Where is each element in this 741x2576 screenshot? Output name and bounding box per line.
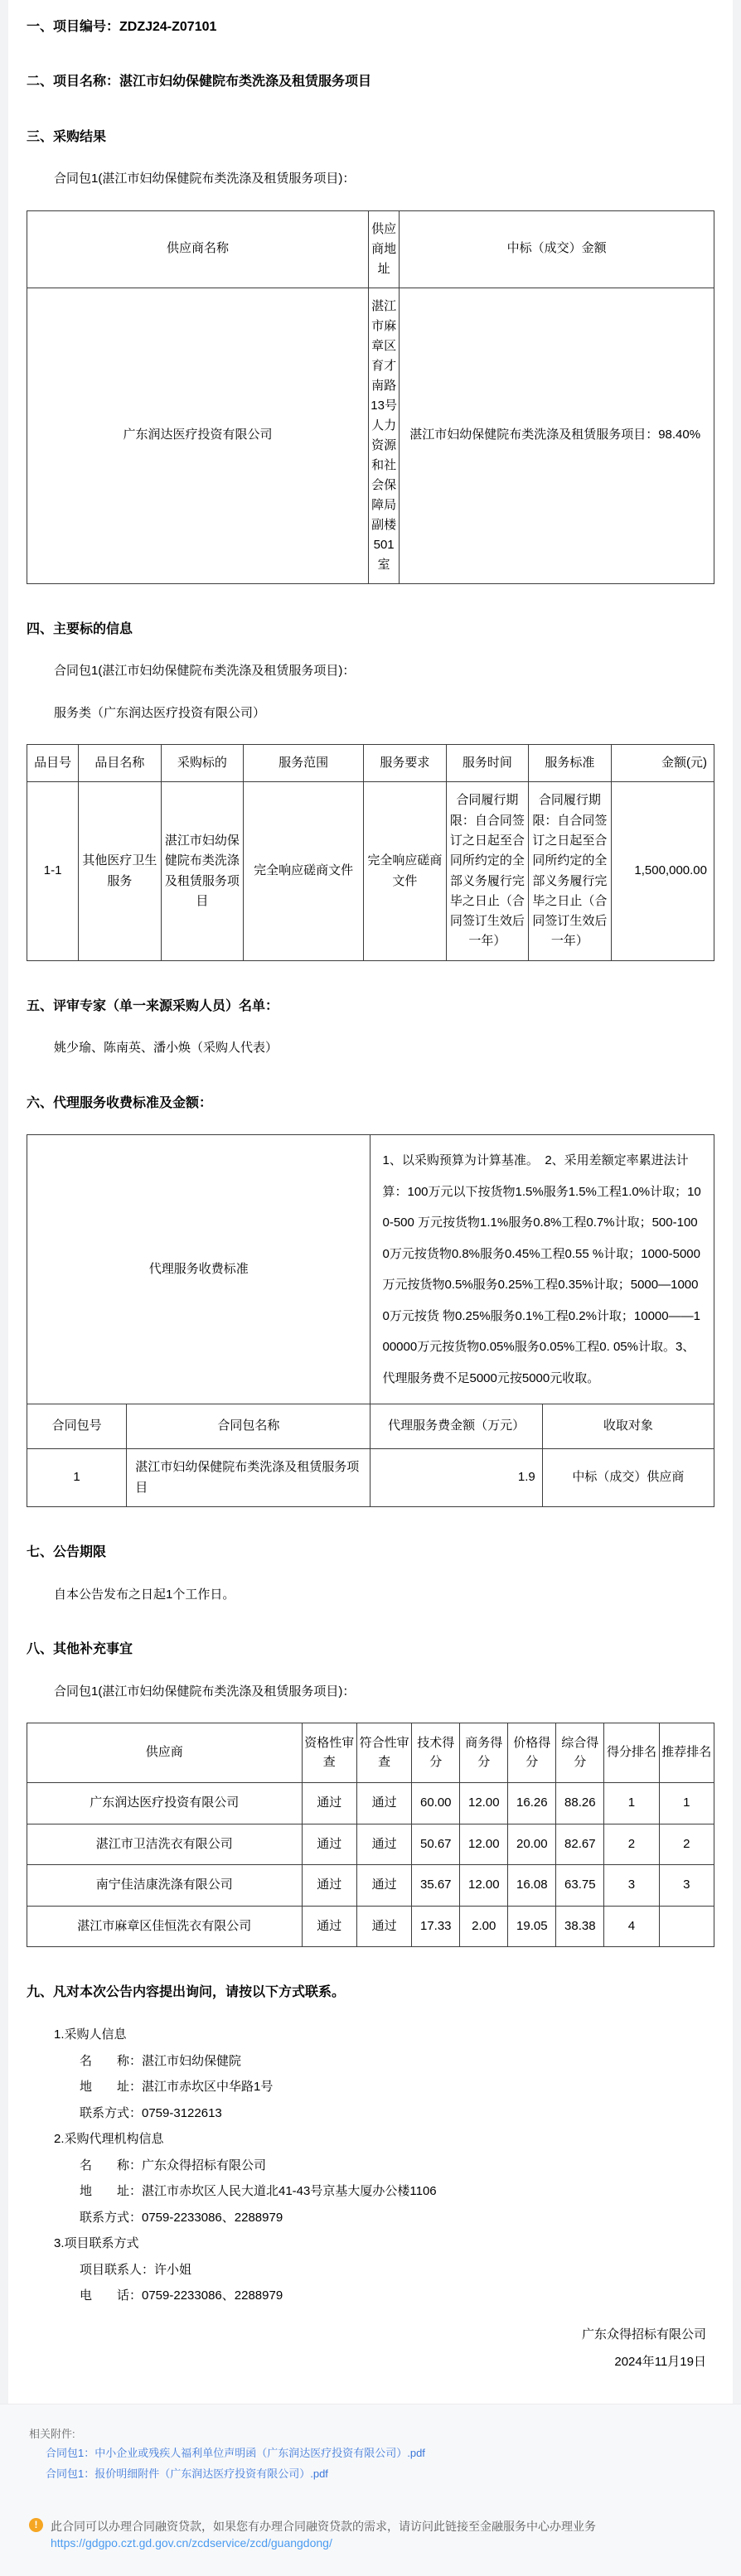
table-row bbox=[27, 1723, 714, 1783]
service-scope-header: 服务范围 bbox=[244, 745, 364, 782]
main-subject-table bbox=[27, 744, 714, 961]
score-rank-cell: 3 bbox=[604, 1865, 659, 1907]
agency-address: 地 址：湛江市赤坎区人民大道北41-43号京基大厦办公楼1106 bbox=[80, 2184, 437, 2199]
supplier-name-cell: 广东润达医疗投资有限公司 bbox=[27, 288, 369, 583]
finance-notice-body bbox=[51, 2517, 596, 2550]
total-score-header: 综合得分 bbox=[556, 1723, 604, 1783]
table-row bbox=[27, 1448, 714, 1507]
fee-payer-header: 收取对象 bbox=[542, 1404, 714, 1449]
purchaser-info-heading: 1.采购人信息 bbox=[54, 2027, 127, 2042]
service-require-header: 服务要求 bbox=[364, 745, 446, 782]
supplier-cell: 南宁佳洁康洗涤有限公司 bbox=[27, 1865, 303, 1907]
table-row bbox=[27, 1404, 714, 1449]
table-row bbox=[27, 1824, 714, 1865]
technical-score-cell: 60.00 bbox=[412, 1783, 460, 1824]
service-standard-cell: 合同履行期限：自合同签订之日起至合同所约定的全部义务履行完毕之日止（合同签订生效后一年） bbox=[529, 782, 611, 960]
subject-header: 采购标的 bbox=[161, 745, 243, 782]
recommend-rank-cell: 3 bbox=[659, 1865, 714, 1907]
amount-header: 金额(元) bbox=[611, 745, 714, 782]
qualification-cell: 通过 bbox=[302, 1906, 356, 1947]
project-contact-phone: 电 话：0759-2233086、2288979 bbox=[80, 2288, 283, 2303]
qualification-cell: 通过 bbox=[302, 1783, 356, 1824]
business-score-cell: 12.00 bbox=[460, 1783, 508, 1824]
supplement-package-label: 合同包1(湛江市妇幼保健院布类洗涤及租赁服务项目)： bbox=[54, 1684, 356, 1699]
business-score-header: 商务得分 bbox=[460, 1723, 508, 1783]
recommend-rank-cell: 2 bbox=[659, 1824, 714, 1865]
total-score-cell: 63.75 bbox=[556, 1865, 604, 1907]
subject-category-label: 服务类（广东润达医疗投资有限公司） bbox=[54, 705, 266, 720]
result-package-label: 合同包1(湛江市妇幼保健院布类洗涤及租赁服务项目)： bbox=[54, 172, 356, 186]
conformity-cell: 通过 bbox=[356, 1865, 411, 1907]
total-score-cell: 82.67 bbox=[556, 1824, 604, 1865]
price-score-cell: 16.08 bbox=[508, 1865, 556, 1907]
service-time-header: 服务时间 bbox=[446, 745, 528, 782]
fee-standard-text: 1、以采购预算为计算基准。 2、采用差额定率累进法计算：100万元以下按货物1.5%服务1.5%工程1.0%计取；100-500 万元按货物1.1%服务0.8%工程0.7%计取；500-1000万元按货物0.8%服务0.45%工程0.55 %计取；1000-5000万元按货物0.5%服务0.25%工程0.35%计取；5000—10000万元按货 物0.25%服务0.1%工程0.2%计取；10000——100000万元按货物0.05%服务0.05%工程0. 05%计取。3、代理服务费不足5000元按5000元收取。 bbox=[370, 1135, 714, 1404]
business-score-cell: 2.00 bbox=[460, 1906, 508, 1947]
item-no-cell: 1-1 bbox=[27, 782, 79, 960]
supplier-cell: 广东润达医疗投资有限公司 bbox=[27, 1783, 303, 1824]
fee-amount-cell: 1.9 bbox=[370, 1448, 542, 1507]
exclamation-icon: ! bbox=[29, 2518, 43, 2532]
experts-heading: 五、评审专家（单一来源采购人员）名单： bbox=[27, 998, 279, 1013]
notice-period-text: 自本公告发布之日起1个工作日。 bbox=[54, 1587, 235, 1602]
table-row bbox=[27, 1783, 714, 1824]
package-name-cell: 湛江市妇幼保健院布类洗涤及租赁服务项目 bbox=[127, 1448, 370, 1507]
procurement-result-table bbox=[27, 210, 714, 584]
purchaser-address: 地 址：湛江市赤坎区中华路1号 bbox=[80, 2080, 274, 2095]
score-rank-header: 得分排名 bbox=[604, 1723, 659, 1783]
fee-payer-cell: 中标（成交）供应商 bbox=[542, 1448, 714, 1507]
item-no-header: 品目号 bbox=[27, 745, 79, 782]
package-no-cell: 1 bbox=[27, 1448, 127, 1507]
table-row bbox=[27, 210, 714, 288]
agency-fee-heading: 六、代理服务收费标准及金额： bbox=[27, 1095, 213, 1110]
table-row bbox=[27, 1906, 714, 1947]
item-name-cell: 其他医疗卫生服务 bbox=[79, 782, 161, 960]
price-score-header: 价格得分 bbox=[508, 1723, 556, 1783]
attachment-link-declaration-pdf[interactable]: 合同包1：中小企业或残疾人福利单位声明函（广东润达医疗投资有限公司）.pdf bbox=[46, 2446, 425, 2459]
announcement-document bbox=[8, 0, 733, 2404]
award-amount-header: 中标（成交）金额 bbox=[400, 210, 714, 288]
technical-score-cell: 17.33 bbox=[412, 1906, 460, 1947]
technical-score-cell: 35.67 bbox=[412, 1865, 460, 1907]
supplier-cell: 湛江市麻章区佳恒洗衣有限公司 bbox=[27, 1906, 303, 1947]
technical-score-cell: 50.67 bbox=[412, 1824, 460, 1865]
contact-block bbox=[27, 2002, 714, 2309]
contact-heading: 九、凡对本次公告内容提出询问，请按以下方式联系。 bbox=[27, 1985, 346, 2000]
attachment-item bbox=[46, 2464, 741, 2485]
service-time-cell: 合同履行期限：自合同签订之日起至合同所约定的全部义务履行完毕之日止（合同签订生效后一年） bbox=[446, 782, 528, 960]
attachment-item bbox=[46, 2443, 741, 2464]
recommend-rank-cell bbox=[659, 1906, 714, 1947]
supplier-name-header: 供应商名称 bbox=[27, 210, 369, 288]
table-row bbox=[27, 745, 714, 782]
finance-notice-text: 此合同可以办理合同融资贷款，如果您有办理合同融资贷款的需求，请访问此链接至金融服务中心办理业务 bbox=[51, 2520, 596, 2534]
signoff-block bbox=[27, 2309, 714, 2375]
finance-notice bbox=[29, 2517, 741, 2550]
agency-info-heading: 2.采购代理机构信息 bbox=[54, 2132, 164, 2147]
project-number-heading: 一、项目编号：ZDZJ24-Z07101 bbox=[27, 20, 217, 34]
project-contact-person: 项目联系人：许小姐 bbox=[80, 2262, 192, 2277]
table-row bbox=[27, 1865, 714, 1907]
conformity-review-header: 符合性审查 bbox=[356, 1723, 411, 1783]
table-row bbox=[27, 782, 714, 960]
price-score-cell: 16.26 bbox=[508, 1783, 556, 1824]
fee-amount-header: 代理服务费金额（万元） bbox=[370, 1404, 542, 1449]
qualification-cell: 通过 bbox=[302, 1865, 356, 1907]
conformity-cell: 通过 bbox=[356, 1906, 411, 1947]
business-score-cell: 12.00 bbox=[460, 1824, 508, 1865]
recommend-rank-header: 推荐排名 bbox=[659, 1723, 714, 1783]
price-score-cell: 19.05 bbox=[508, 1906, 556, 1947]
service-scope-cell: 完全响应磋商文件 bbox=[244, 782, 364, 960]
subject-cell: 湛江市妇幼保健院布类洗涤及租赁服务项目 bbox=[161, 782, 243, 960]
purchaser-name: 名 称：湛江市妇幼保健院 bbox=[80, 2053, 242, 2068]
supplier-address-cell: 湛江市麻章区育才南路13号人力资源和社会保障局副楼501室 bbox=[369, 288, 400, 583]
qualification-cell: 通过 bbox=[302, 1824, 356, 1865]
technical-score-header: 技术得分 bbox=[412, 1723, 460, 1783]
recommend-rank-cell: 1 bbox=[659, 1783, 714, 1824]
signoff-company: 广东众得招标有限公司 bbox=[581, 2327, 706, 2342]
package-no-header: 合同包号 bbox=[27, 1404, 127, 1449]
supplier-header: 供应商 bbox=[27, 1723, 303, 1783]
service-require-cell: 完全响应磋商文件 bbox=[364, 782, 446, 960]
agency-phone: 联系方式：0759-2233086、2288979 bbox=[80, 2210, 283, 2225]
item-name-header: 品目名称 bbox=[79, 745, 161, 782]
table-row bbox=[27, 288, 714, 583]
total-score-cell: 88.26 bbox=[556, 1783, 604, 1824]
amount-cell: 1,500,000.00 bbox=[611, 782, 714, 960]
main-subject-heading: 四、主要标的信息 bbox=[27, 621, 133, 636]
experts-names: 姚少瑜、陈南英、潘小焕（采购人代表） bbox=[54, 1041, 278, 1056]
agency-name: 名 称：广东众得招标有限公司 bbox=[80, 2158, 267, 2172]
score-rank-cell: 2 bbox=[604, 1824, 659, 1865]
finance-service-link[interactable]: https://gdgpo.czt.gd.gov.cn/zcdservice/zcd/guangdong/ bbox=[51, 2535, 332, 2549]
finance-url-wrap bbox=[51, 2536, 596, 2551]
attachments-section bbox=[0, 2404, 741, 2576]
conformity-cell: 通过 bbox=[356, 1783, 411, 1824]
score-rank-cell: 1 bbox=[604, 1783, 659, 1824]
price-score-cell: 20.00 bbox=[508, 1824, 556, 1865]
notice-period-heading: 七、公告期限 bbox=[27, 1545, 107, 1560]
agency-fee-table bbox=[27, 1134, 714, 1507]
purchaser-phone: 联系方式：0759-3122613 bbox=[80, 2105, 222, 2120]
project-contact-heading: 3.项目联系方式 bbox=[54, 2236, 139, 2251]
signoff-date: 2024年11月19日 bbox=[614, 2354, 706, 2369]
project-name-heading: 二、项目名称：湛江市妇幼保健院布类洗涤及租赁服务项目 bbox=[27, 75, 372, 89]
attachments-label: 相关附件: bbox=[29, 2427, 75, 2440]
supplier-address-header: 供应商地址 bbox=[369, 210, 400, 288]
subject-package-label: 合同包1(湛江市妇幼保健院布类洗涤及租赁服务项目)： bbox=[54, 664, 356, 679]
business-score-cell: 12.00 bbox=[460, 1865, 508, 1907]
attachment-link-quotation-pdf[interactable]: 合同包1：报价明细附件（广东润达医疗投资有限公司）.pdf bbox=[46, 2467, 328, 2480]
supplement-heading: 八、其他补充事宜 bbox=[27, 1642, 133, 1657]
table-row bbox=[27, 1135, 714, 1404]
score-rank-cell: 4 bbox=[604, 1906, 659, 1947]
service-standard-header: 服务标准 bbox=[529, 745, 611, 782]
package-name-header: 合同包名称 bbox=[127, 1404, 370, 1449]
fee-standard-label: 代理服务收费标准 bbox=[27, 1135, 370, 1404]
score-table bbox=[27, 1723, 714, 1947]
award-amount-cell: 湛江市妇幼保健院布类洗涤及租赁服务项目：98.40% bbox=[400, 288, 714, 583]
total-score-cell: 38.38 bbox=[556, 1906, 604, 1947]
procurement-result-heading: 三、采购结果 bbox=[27, 129, 107, 144]
supplier-cell: 湛江市卫洁洗衣有限公司 bbox=[27, 1824, 303, 1865]
conformity-cell: 通过 bbox=[356, 1824, 411, 1865]
qualification-review-header: 资格性审查 bbox=[302, 1723, 356, 1783]
